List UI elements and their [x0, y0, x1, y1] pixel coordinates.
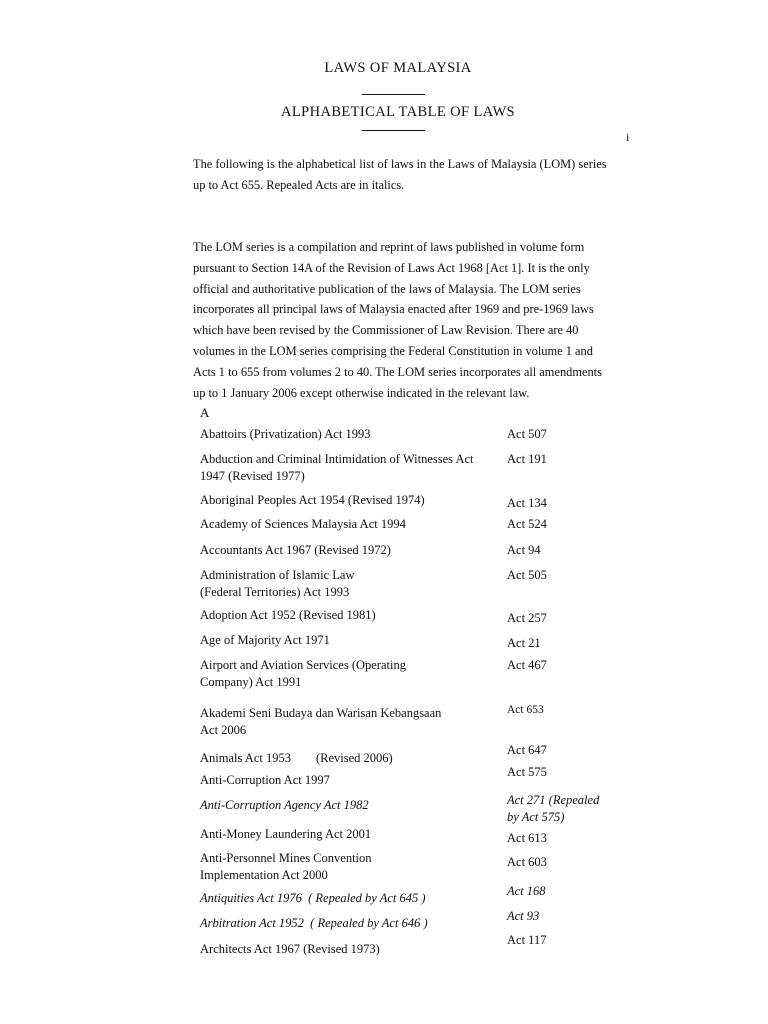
act-number: Act 524: [507, 517, 547, 531]
law-name: Adoption Act 1952 (Revised 1981): [200, 608, 376, 622]
law-name: Anti-Money Laundering Act 2001: [200, 827, 372, 841]
law-name: Antiquities Act 1976 ( Repealed by Act 645 ): [200, 891, 426, 905]
act-number: Act 507: [507, 427, 547, 441]
law-name: Akademi Seni Budaya dan Warisan Kebangsaan Act 2006: [200, 706, 442, 737]
act-number: Act 505: [507, 568, 547, 582]
act-number: Act 168: [507, 884, 546, 898]
act-number: Act 257: [507, 611, 547, 625]
intro-paragraph-2: The LOM series is a compilation and reprint of laws published in volume form pursuant to Section 14A of the Revision of Laws Act 1968 [Act 1]. It is the only official and authoritative publication of the laws of Malaysia. The LOM series incorporates all principal laws of Malaysia enacted after 1969 and pre-1969 laws which have been revised by the Commissioner of Law Revision. There are 40 volumes in the LOM series comprising the Federal Constitution in volume 1 and Acts 1 to 655 from volumes 2 to 40. The LOM series incorporates all amendments up to 1 January 2006 except otherwise indicated in the relevant law.: [193, 240, 602, 400]
act-number: Act 613: [507, 831, 547, 845]
act-number: Act 21: [507, 636, 541, 650]
act-number: Act 134: [507, 496, 547, 510]
act-number: Act 575: [507, 765, 547, 779]
act-number: Act 647: [507, 743, 547, 757]
act-number: Act 93: [507, 909, 540, 923]
law-name: Administration of Islamic Law (Federal Territories) Act 1993: [200, 568, 355, 599]
act-number: Act 653: [507, 704, 544, 716]
subtitle-divider: [362, 130, 425, 131]
law-name: Arbitration Act 1952 ( Repealed by Act 646 ): [200, 916, 428, 930]
section-letter: A: [200, 405, 210, 420]
document-subtitle: ALPHABETICAL TABLE OF LAWS: [280, 104, 516, 120]
page-number: i: [626, 130, 630, 144]
document-title: LAWS OF MALAYSIA: [324, 60, 472, 76]
law-name: Anti-Corruption Agency Act 1982: [200, 798, 369, 812]
act-number: Act 603: [507, 855, 547, 869]
law-name: Age of Majority Act 1971: [200, 633, 330, 647]
law-name: Aboriginal Peoples Act 1954 (Revised 1974): [200, 493, 425, 507]
law-name: Academy of Sciences Malaysia Act 1994: [200, 517, 406, 531]
law-name: Abattoirs (Privatization) Act 1993: [200, 427, 371, 441]
act-number: Act 191: [507, 452, 547, 466]
law-name: Anti-Personnel Mines Convention Implementation Act 2000: [200, 851, 372, 882]
act-number: Act 117: [507, 933, 547, 947]
intro-paragraph-1: The following is the alphabetical list of laws in the Laws of Malaysia (LOM) series up to Act 655. Repealed Acts are in italics.: [193, 157, 607, 192]
act-number: Act 94: [507, 543, 541, 557]
law-name: Abduction and Criminal Intimidation of Witnesses Act 1947 (Revised 1977): [200, 452, 474, 483]
law-name: Anti-Corruption Act 1997: [200, 773, 330, 787]
law-name: Accountants Act 1967 (Revised 1972): [200, 543, 391, 557]
law-name: Animals Act 1953 (Revised 2006): [200, 751, 393, 765]
law-name: Airport and Aviation Services (Operating Company) Act 1991: [200, 658, 406, 689]
law-name: Architects Act 1967 (Revised 1973): [200, 942, 380, 956]
act-number: Act 467: [507, 658, 547, 672]
title-divider: [362, 94, 425, 95]
act-number: Act 271 (Repealed by Act 575): [507, 793, 600, 824]
